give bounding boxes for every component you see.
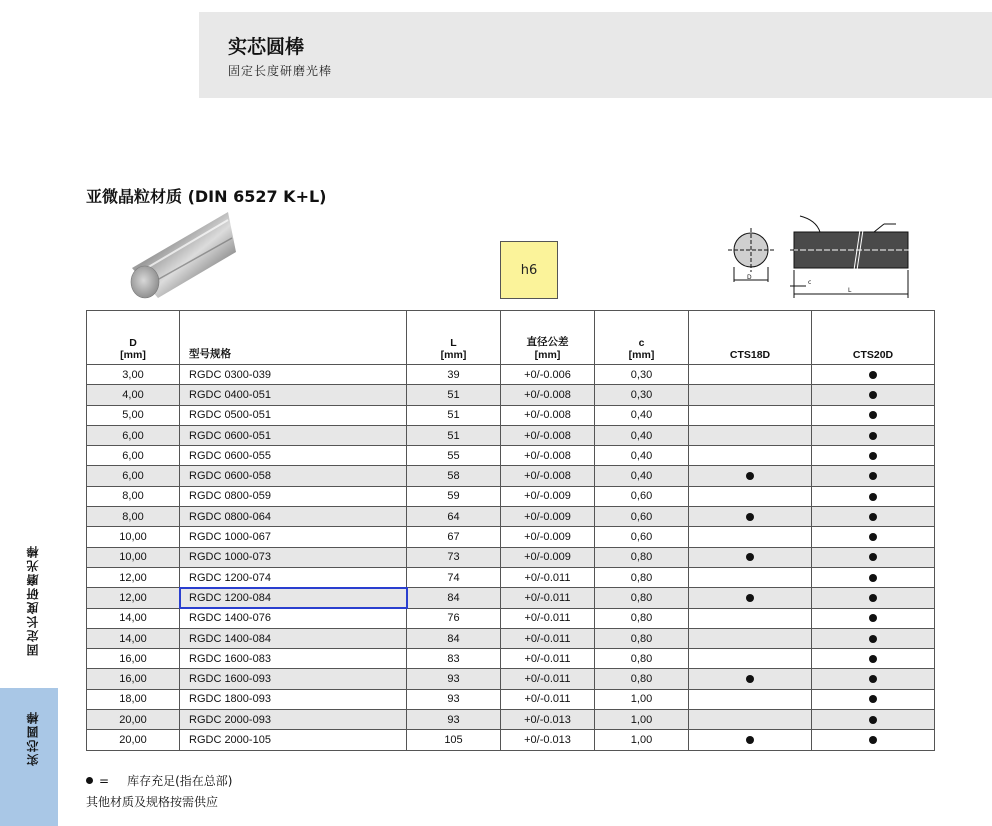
diagram-label-d: D: [747, 274, 752, 281]
in-stock-dot-icon: [869, 371, 877, 379]
cell-chamfer: 0,60: [595, 507, 689, 527]
cell-chamfer: 0,80: [595, 567, 689, 587]
col-header-cts18d: CTS18D: [689, 311, 812, 365]
cell-chamfer: 0,40: [595, 405, 689, 425]
table-row: [87, 446, 935, 466]
in-stock-dot-icon: [869, 594, 877, 602]
table-row: [87, 730, 935, 750]
cell-cts20d: [812, 527, 935, 547]
in-stock-dot-icon: [869, 655, 877, 663]
cell-cts18d: [689, 649, 812, 669]
cell-model[interactable]: RGDC 1600-083: [180, 649, 407, 669]
cell-model[interactable]: RGDC 1200-074: [180, 567, 407, 587]
cell-tolerance: +0/-0.011: [501, 588, 595, 608]
cell-length: 55: [407, 446, 501, 466]
col-header-cts20d: CTS20D: [812, 311, 935, 365]
cell-model[interactable]: RGDC 0800-064: [180, 507, 407, 527]
cell-model[interactable]: RGDC 1400-084: [180, 628, 407, 648]
in-stock-dot-icon: [869, 513, 877, 521]
cell-cts20d: [812, 405, 935, 425]
side-tab-grinding-rods[interactable]: [0, 540, 58, 670]
cell-length: 74: [407, 567, 501, 587]
cell-cts20d: [812, 649, 935, 669]
cell-model[interactable]: RGDC 1200-084: [180, 588, 407, 608]
table-row: [87, 588, 935, 608]
cell-cts18d: [689, 730, 812, 750]
cell-model[interactable]: RGDC 2000-093: [180, 710, 407, 730]
cell-cts18d: [689, 689, 812, 709]
table-row: [87, 425, 935, 445]
cell-model[interactable]: RGDC 0600-051: [180, 425, 407, 445]
cell-chamfer: 0,80: [595, 547, 689, 567]
in-stock-dot-icon: [746, 594, 754, 602]
table-row: [87, 649, 935, 669]
cell-diameter: 3,00: [87, 365, 180, 385]
cell-cts20d: [812, 486, 935, 506]
page-subtitle: 固定长度研磨光棒: [228, 64, 333, 78]
cell-chamfer: 0,30: [595, 385, 689, 405]
cell-chamfer: 0,40: [595, 466, 689, 486]
table-row: [87, 567, 935, 587]
cell-model[interactable]: RGDC 1600-093: [180, 669, 407, 689]
cell-length: 93: [407, 669, 501, 689]
side-tab-label: 固定长度研磨光棒: [26, 544, 40, 656]
cell-chamfer: 1,00: [595, 689, 689, 709]
in-stock-dot-icon: [746, 472, 754, 480]
in-stock-dot-icon: [746, 553, 754, 561]
in-stock-dot-icon: [869, 635, 877, 643]
cell-length: 84: [407, 588, 501, 608]
cell-cts18d: [689, 425, 812, 445]
in-stock-dot-icon: [746, 675, 754, 683]
cell-cts18d: [689, 385, 812, 405]
cell-cts20d: [812, 608, 935, 628]
cell-cts20d: [812, 567, 935, 587]
cell-model[interactable]: RGDC 0300-039: [180, 365, 407, 385]
cell-model[interactable]: RGDC 0600-058: [180, 466, 407, 486]
cell-tolerance: +0/-0.008: [501, 446, 595, 466]
cell-chamfer: 0,40: [595, 446, 689, 466]
cell-length: 39: [407, 365, 501, 385]
in-stock-dot-icon: [869, 675, 877, 683]
cell-length: 83: [407, 649, 501, 669]
cell-cts20d: [812, 547, 935, 567]
cell-chamfer: 0,80: [595, 649, 689, 669]
table-row: [87, 466, 935, 486]
cell-tolerance: +0/-0.011: [501, 567, 595, 587]
table-header-row: [87, 311, 935, 365]
table-row: [87, 628, 935, 648]
cell-tolerance: +0/-0.011: [501, 669, 595, 689]
cell-cts18d: [689, 669, 812, 689]
cell-tolerance: +0/-0.009: [501, 507, 595, 527]
cell-diameter: 20,00: [87, 710, 180, 730]
col-header-l: L [mm]: [407, 311, 501, 365]
cell-model[interactable]: RGDC 0800-059: [180, 486, 407, 506]
cell-tolerance: +0/-0.011: [501, 689, 595, 709]
cell-diameter: 20,00: [87, 730, 180, 750]
cell-length: 73: [407, 547, 501, 567]
cell-diameter: 8,00: [87, 486, 180, 506]
in-stock-dot-icon: [869, 614, 877, 622]
cell-diameter: 16,00: [87, 649, 180, 669]
table-row: [87, 527, 935, 547]
spec-table: [86, 310, 935, 751]
cell-cts18d: [689, 527, 812, 547]
diagram-label-l: L: [848, 287, 852, 294]
cell-chamfer: 0,80: [595, 608, 689, 628]
table-row: [87, 608, 935, 628]
cell-cts20d: [812, 425, 935, 445]
cell-model[interactable]: RGDC 1000-073: [180, 547, 407, 567]
cell-chamfer: 0,30: [595, 365, 689, 385]
cell-diameter: 6,00: [87, 425, 180, 445]
cell-cts18d: [689, 710, 812, 730]
in-stock-dot-icon: [869, 695, 877, 703]
cell-diameter: 14,00: [87, 608, 180, 628]
cell-length: 84: [407, 628, 501, 648]
cell-tolerance: +0/-0.013: [501, 730, 595, 750]
legend-stock-text: 库存充足(指在总部): [127, 774, 233, 788]
cell-chamfer: 0,80: [595, 588, 689, 608]
cell-cts20d: [812, 507, 935, 527]
cell-cts20d: [812, 628, 935, 648]
cell-length: 51: [407, 405, 501, 425]
table-row: [87, 669, 935, 689]
cell-cts20d: [812, 689, 935, 709]
dimension-diagram: [724, 210, 916, 300]
cell-cts20d: [812, 588, 935, 608]
in-stock-dot-icon: [869, 452, 877, 460]
cell-length: 93: [407, 710, 501, 730]
cell-length: 105: [407, 730, 501, 750]
cell-length: 93: [407, 689, 501, 709]
col-header-d: D [mm]: [87, 311, 180, 365]
section-title: 亚微晶粒材质 (DIN 6527 K+L): [86, 187, 327, 206]
col-header-tolerance: 直径公差 [mm]: [501, 311, 595, 365]
cell-length: 58: [407, 466, 501, 486]
cell-chamfer: 0,80: [595, 628, 689, 648]
side-tab-solid-rods[interactable]: [0, 688, 58, 826]
cell-diameter: 18,00: [87, 689, 180, 709]
cell-diameter: 12,00: [87, 567, 180, 587]
cell-model[interactable]: RGDC 1000-067: [180, 527, 407, 547]
cell-diameter: 16,00: [87, 669, 180, 689]
cell-model[interactable]: RGDC 1400-076: [180, 608, 407, 628]
cell-tolerance: +0/-0.011: [501, 628, 595, 648]
cell-chamfer: 0,40: [595, 425, 689, 445]
legend-note-row: [86, 791, 232, 812]
cell-model[interactable]: RGDC 0400-051: [180, 385, 407, 405]
cell-tolerance: +0/-0.008: [501, 466, 595, 486]
cell-chamfer: 1,00: [595, 730, 689, 750]
cell-tolerance: +0/-0.006: [501, 365, 595, 385]
cell-model[interactable]: RGDC 0500-051: [180, 405, 407, 425]
col-header-c: c [mm]: [595, 311, 689, 365]
page-title: 实芯圆棒: [228, 36, 305, 58]
cell-length: 51: [407, 385, 501, 405]
cell-tolerance: +0/-0.008: [501, 425, 595, 445]
cell-model[interactable]: RGDC 0600-055: [180, 446, 407, 466]
cell-tolerance: +0/-0.009: [501, 527, 595, 547]
cell-diameter: 10,00: [87, 527, 180, 547]
table-row: [87, 405, 935, 425]
cell-cts20d: [812, 466, 935, 486]
cell-length: 76: [407, 608, 501, 628]
legend-equals: =: [99, 773, 110, 788]
cell-cts20d: [812, 446, 935, 466]
table-row: [87, 385, 935, 405]
cell-tolerance: +0/-0.008: [501, 385, 595, 405]
cell-cts20d: [812, 710, 935, 730]
cell-tolerance: +0/-0.011: [501, 608, 595, 628]
cell-model[interactable]: RGDC 2000-105: [180, 730, 407, 750]
table-row: [87, 710, 935, 730]
cell-chamfer: 0,60: [595, 486, 689, 506]
cell-diameter: 4,00: [87, 385, 180, 405]
cell-cts18d: [689, 608, 812, 628]
cell-diameter: 12,00: [87, 588, 180, 608]
legend-note: 其他材质及规格按需供应: [86, 795, 219, 809]
table-row: [87, 689, 935, 709]
in-stock-dot-icon: [869, 736, 877, 744]
cell-cts20d: [812, 669, 935, 689]
cell-tolerance: +0/-0.011: [501, 649, 595, 669]
cell-chamfer: 1,00: [595, 710, 689, 730]
in-stock-dot-icon: [869, 432, 877, 440]
cell-cts18d: [689, 507, 812, 527]
in-stock-dot-icon: [869, 411, 877, 419]
cell-tolerance: +0/-0.009: [501, 547, 595, 567]
in-stock-dot-icon: [746, 736, 754, 744]
cell-length: 51: [407, 425, 501, 445]
cell-diameter: 6,00: [87, 446, 180, 466]
cell-cts18d: [689, 446, 812, 466]
table-row: [87, 486, 935, 506]
legend: [86, 770, 232, 812]
table-row: [87, 547, 935, 567]
cell-diameter: 14,00: [87, 628, 180, 648]
cell-cts18d: [689, 588, 812, 608]
legend-stock-row: [86, 770, 232, 791]
cell-diameter: 6,00: [87, 466, 180, 486]
cell-cts18d: [689, 405, 812, 425]
diagram-label-c: c: [808, 279, 812, 286]
cell-length: 67: [407, 527, 501, 547]
stock-dot-icon: [86, 777, 93, 784]
side-tab-label: 实芯圆棒: [26, 710, 40, 766]
cell-cts18d: [689, 365, 812, 385]
cell-cts20d: [812, 730, 935, 750]
cell-length: 59: [407, 486, 501, 506]
cell-cts18d: [689, 628, 812, 648]
cell-cts18d: [689, 567, 812, 587]
cell-diameter: 8,00: [87, 507, 180, 527]
cell-length: 64: [407, 507, 501, 527]
table-row: [87, 365, 935, 385]
in-stock-dot-icon: [746, 513, 754, 521]
in-stock-dot-icon: [869, 553, 877, 561]
col-header-model: 型号规格: [180, 311, 407, 365]
in-stock-dot-icon: [869, 716, 877, 724]
tolerance-badge: h6: [500, 241, 558, 299]
cell-cts18d: [689, 486, 812, 506]
cell-diameter: 5,00: [87, 405, 180, 425]
in-stock-dot-icon: [869, 574, 877, 582]
table-row: [87, 507, 935, 527]
cell-diameter: 10,00: [87, 547, 180, 567]
cell-model[interactable]: RGDC 1800-093: [180, 689, 407, 709]
cell-chamfer: 0,80: [595, 669, 689, 689]
cell-cts18d: [689, 547, 812, 567]
cell-tolerance: +0/-0.008: [501, 405, 595, 425]
cell-cts20d: [812, 365, 935, 385]
cell-tolerance: +0/-0.009: [501, 486, 595, 506]
cell-cts18d: [689, 466, 812, 486]
in-stock-dot-icon: [869, 493, 877, 501]
header-band: [199, 12, 992, 98]
in-stock-dot-icon: [869, 472, 877, 480]
cell-chamfer: 0,60: [595, 527, 689, 547]
cell-tolerance: +0/-0.013: [501, 710, 595, 730]
in-stock-dot-icon: [869, 533, 877, 541]
in-stock-dot-icon: [869, 391, 877, 399]
cell-cts20d: [812, 385, 935, 405]
carbide-rod-image: [128, 210, 238, 305]
